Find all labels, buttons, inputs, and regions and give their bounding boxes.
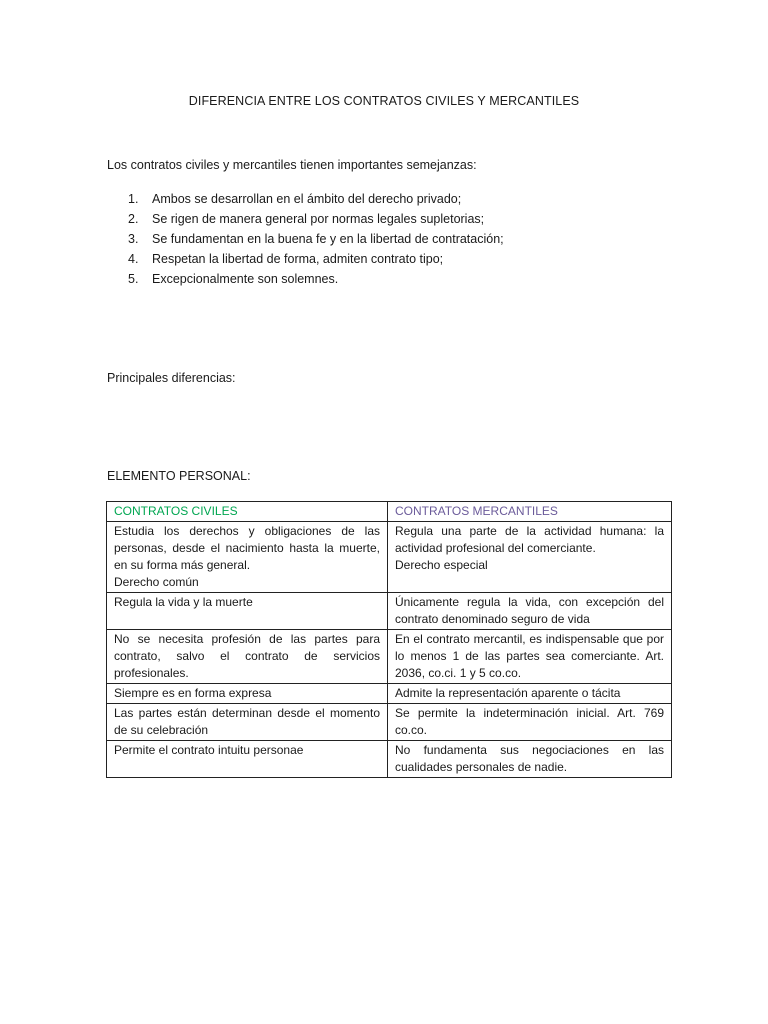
mercantile-cell-text: Regula una parte de la actividad humana: la actividad profesional del comerciante. (395, 524, 664, 555)
list-item (128, 229, 504, 249)
list-item-number: 2. (128, 212, 139, 226)
mercantile-cell (388, 522, 672, 593)
list-item-number: 4. (128, 252, 139, 266)
table-header-row (107, 502, 672, 522)
mercantile-cell: No fundamenta sus negociaciones en las cualidades personales de nadie. (388, 741, 672, 778)
list-item-text: Respetan la libertad de forma, admiten contrato tipo; (152, 252, 444, 266)
list-item (128, 209, 504, 229)
header-mercantile-contracts: CONTRATOS MERCANTILES (388, 502, 672, 522)
comparison-table (106, 501, 672, 778)
mercantile-cell: Admite la representación aparente o tácita (388, 684, 672, 704)
table-row (107, 630, 672, 684)
differences-heading: Principales diferencias: (107, 371, 236, 385)
civil-cell-text: Estudia los derechos y obligaciones de las personas, desde el nacimiento hasta la muerte, en su forma más general. (114, 524, 380, 572)
table-row (107, 704, 672, 741)
mercantile-cell: Únicamente regula la vida, con excepción del contrato denominado seguro de vida (388, 593, 672, 630)
table-row (107, 684, 672, 704)
header-civil-contracts: CONTRATOS CIVILES (107, 502, 388, 522)
list-item (128, 269, 504, 289)
civil-cell (107, 522, 388, 593)
civil-cell: Permite el contrato intuitu personae (107, 741, 388, 778)
list-item-text: Ambos se desarrollan en el ámbito del derecho privado; (152, 192, 462, 206)
document-title: DIFERENCIA ENTRE LOS CONTRATOS CIVILES Y MERCANTILES (188, 94, 580, 108)
similarities-list (128, 189, 504, 289)
table-row (107, 593, 672, 630)
list-item-text: Se rigen de manera general por normas legales supletorias; (152, 212, 485, 226)
civil-cell: Regula la vida y la muerte (107, 593, 388, 630)
intro-paragraph: Los contratos civiles y mercantiles tienen importantes semejanzas: (107, 158, 477, 172)
mercantile-cell: Se permite la indeterminación inicial. Art. 769 co.co. (388, 704, 672, 741)
list-item-text: Se fundamentan en la buena fe y en la libertad de contratación; (152, 232, 504, 246)
table-row (107, 522, 672, 593)
mercantile-cell: En el contrato mercantil, es indispensable que por lo menos 1 de las partes sea comerciante. Art. 2036, co.ci. 1 y 5 co.co. (388, 630, 672, 684)
civil-cell: No se necesita profesión de las partes para contrato, salvo el contrato de servicios profesionales. (107, 630, 388, 684)
list-item-number: 1. (128, 192, 139, 206)
civil-cell-note: Derecho común (114, 575, 199, 589)
list-item (128, 189, 504, 209)
civil-cell: Siempre es en forma expresa (107, 684, 388, 704)
table-row (107, 741, 672, 778)
list-item-number: 5. (128, 272, 139, 286)
list-item-number: 3. (128, 232, 139, 246)
list-item (128, 249, 504, 269)
list-item-text: Excepcionalmente son solemnes. (152, 272, 339, 286)
civil-cell: Las partes están determinan desde el momento de su celebración (107, 704, 388, 741)
element-personal-heading: ELEMENTO PERSONAL: (107, 469, 251, 483)
mercantile-cell-note: Derecho especial (395, 558, 488, 572)
